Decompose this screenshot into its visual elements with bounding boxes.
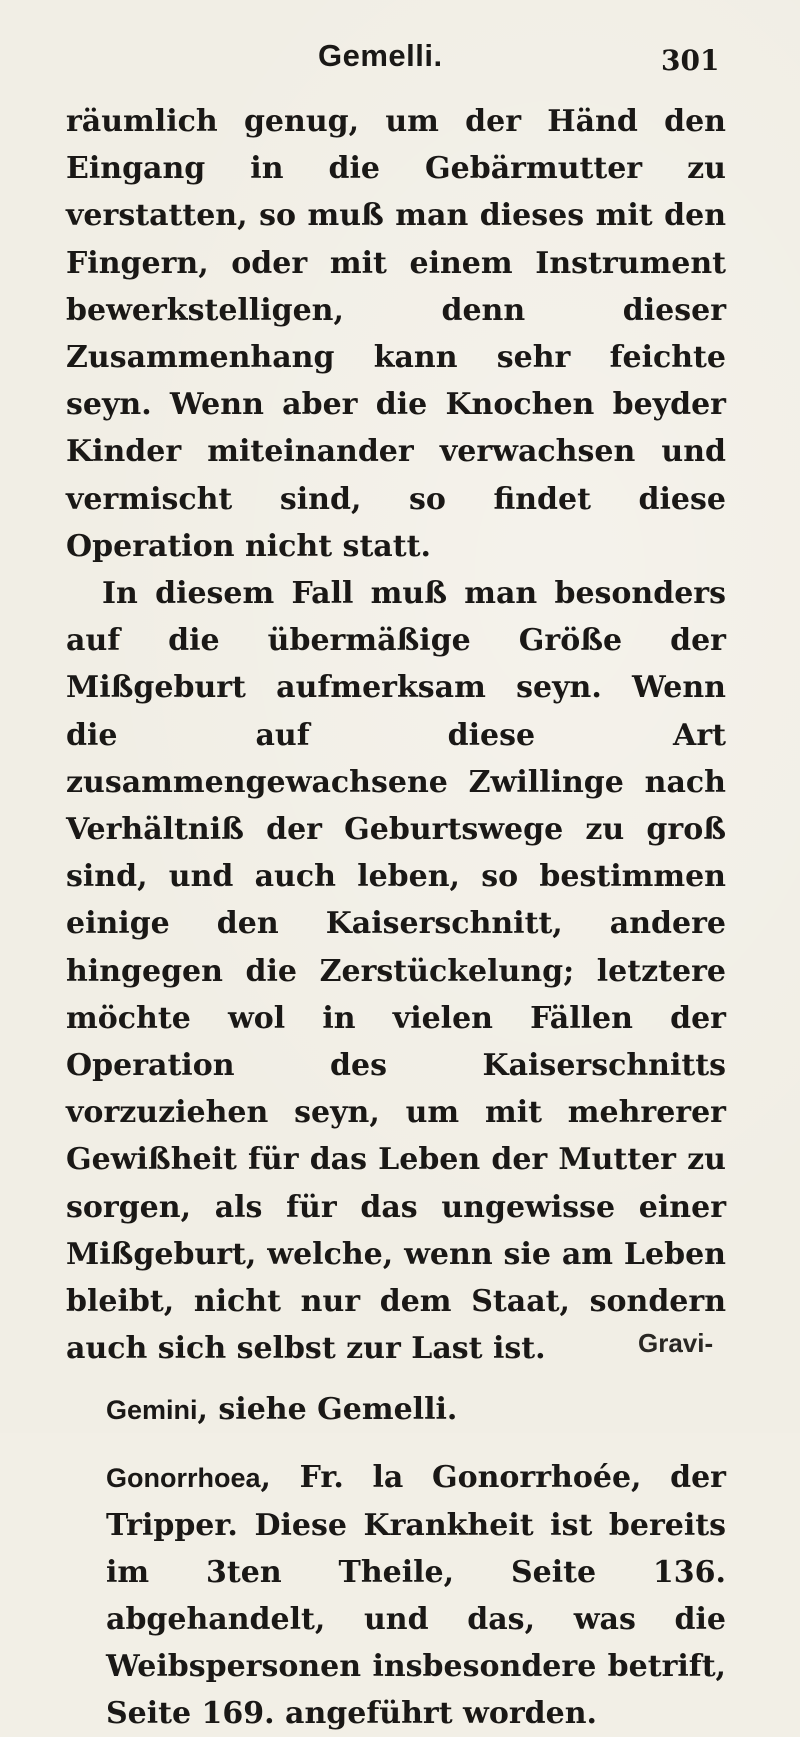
entry-keyword: Gonorrhoea	[106, 1463, 261, 1494]
paragraph-gemelli-case: In diesem Fall muß man besonders auf die übermäßige Größe der Mißgeburt aufmerksam seyn. Wenn die auf diese Art zusammengewachsene Zwillinge nach Verhältniß der Geburtswege zu groß sind, und auch leben, so bestimmen einige den Kaiserschnitt, andere hingegen die Zerstückelung; letztere möchte wol in vielen Fällen der Operation des Kaiserschnitts vorzuziehen seyn, um mit mehrerer Gewißheit für das Leben der Mutter zu sorgen, als für das ungewisse einer Mißgeburt, welche, wenn sie am Leben bleibt, nicht nur dem Staat, sondern auch sich selbst zur Last ist.	[66, 576, 726, 1367]
entry-text: , siehe Gemelli.	[197, 1392, 458, 1428]
entry-text: , Fr. la Gonorrhoée, der Tripper. Diese Krankheit ist bereits im 3ten Theile, Seite 136. abgehandelt, und das, was die Weibspersonen insbesondere betrift, Seite 169. angeführt worden.	[106, 1460, 726, 1732]
catchword: Gravi-	[638, 1328, 714, 1358]
entry-gemini	[66, 1386, 726, 1434]
body-text	[66, 98, 726, 1737]
paragraph-continuation: räumlich genug, um der Händ den Eingang in die Gebärmutter zu verstatten, so muß man dieses mit den Fingern, oder mit einem Instrument bewerkstelligen, denn dieser Zusammenhang kann sehr feichte seyn. Wenn aber die Knochen beyder Kinder miteinander verwachsen und vermischt sind, so findet diese Operation nicht statt.	[66, 104, 726, 564]
page-header	[0, 38, 800, 88]
entry-gonorrhoea	[66, 1454, 726, 1737]
running-head: Gemelli.	[318, 38, 443, 73]
entry-keyword: Gemini	[106, 1395, 198, 1426]
page-number: 301	[661, 44, 720, 77]
